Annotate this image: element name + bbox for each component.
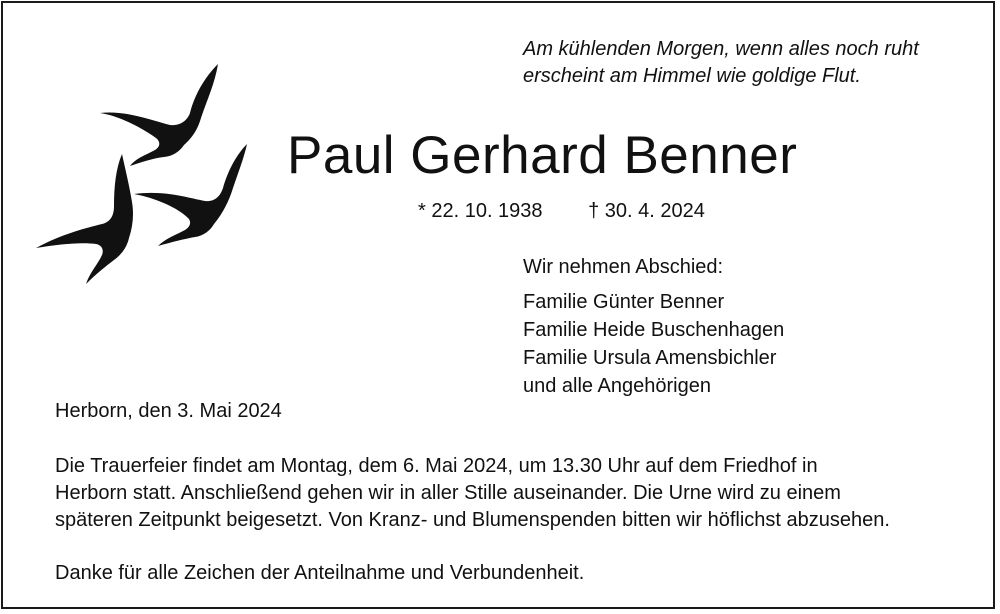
ceremony-line: späteren Zeitpunkt beigesetzt. Von Kranz- und Blumenspenden bitten wir höflichst abzusehen. xyxy=(55,509,890,531)
mourners-block xyxy=(523,253,784,400)
mourner-family: Familie Heide Buschenhagen xyxy=(523,319,785,341)
mourner-family: Familie Günter Benner xyxy=(523,291,725,313)
flying-birds-icon xyxy=(30,58,255,293)
place-and-date: Herborn, den 3. Mai 2024 xyxy=(55,400,282,422)
bird-top-icon xyxy=(100,64,218,166)
poem-line-2: erscheint am Himmel wie goldige Flut. xyxy=(523,65,861,87)
thanks-line: Danke für alle Zeichen der Anteilnahme und Verbundenheit. xyxy=(55,562,585,584)
ceremony-line: Herborn statt. Anschließend gehen wir in aller Stille auseinander. Die Urne wird zu einem xyxy=(55,482,841,504)
ceremony-line: Die Trauerfeier findet am Montag, dem 6. Mai 2024, um 13.30 Uhr auf dem Friedhof in xyxy=(55,455,818,477)
bird-left-icon xyxy=(36,154,133,284)
birth-date: * 22. 10. 1938 xyxy=(418,200,543,222)
mourner-family: Familie Ursula Amensbichler xyxy=(523,347,777,369)
mourners-intro: Wir nehmen Abschied: xyxy=(523,256,724,278)
mourner-relatives: und alle Angehörigen xyxy=(523,375,711,397)
ceremony-text xyxy=(55,453,965,534)
deceased-name: Paul Gerhard Benner xyxy=(287,126,798,185)
poem-line-1: Am kühlenden Morgen, wenn alles noch ruht xyxy=(523,38,919,60)
poem-verse xyxy=(523,36,983,90)
life-dates xyxy=(418,197,705,225)
death-date: † 30. 4. 2024 xyxy=(588,200,705,222)
